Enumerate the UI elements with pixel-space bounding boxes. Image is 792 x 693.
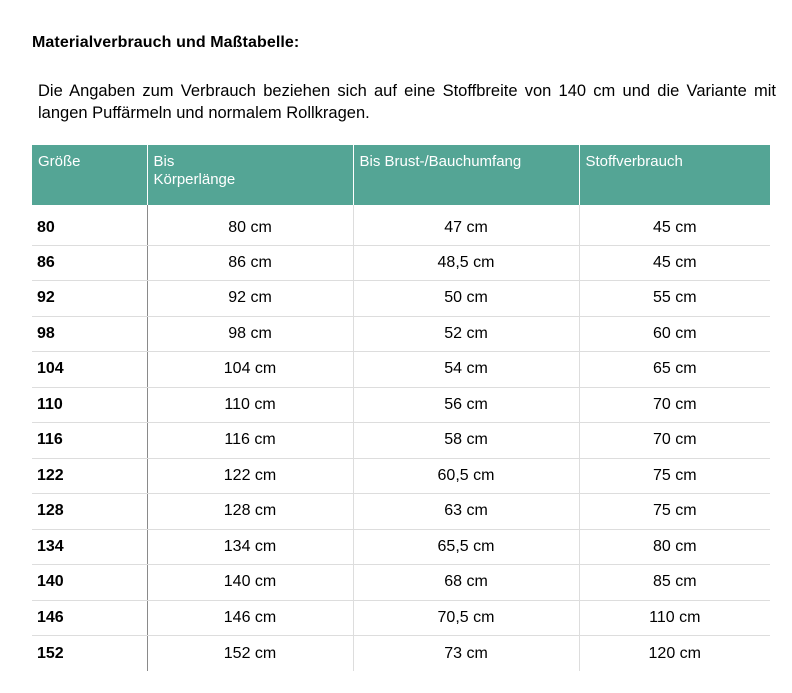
- table-row: [32, 352, 770, 388]
- cell-body-length: 152 cm: [147, 636, 353, 672]
- cell-body-length: 80 cm: [147, 205, 353, 245]
- cell-chest: 73 cm: [353, 636, 579, 672]
- header-size: [32, 145, 147, 205]
- cell-chest: 56 cm: [353, 387, 579, 423]
- cell-chest: 68 cm: [353, 565, 579, 601]
- table-row: [32, 529, 770, 565]
- table-row: [32, 494, 770, 530]
- cell-size: 128: [32, 494, 147, 530]
- cell-size: 92: [32, 281, 147, 317]
- table-row: [32, 423, 770, 459]
- table-header: [32, 145, 770, 205]
- cell-fabric: 70 cm: [579, 423, 770, 459]
- document-title: Materialverbrauch und Maßtabelle:: [32, 34, 300, 51]
- cell-chest: 48,5 cm: [353, 245, 579, 281]
- header-row: [32, 145, 770, 205]
- cell-size: 104: [32, 352, 147, 388]
- cell-fabric: 60 cm: [579, 316, 770, 352]
- cell-fabric: 85 cm: [579, 565, 770, 601]
- cell-chest: 63 cm: [353, 494, 579, 530]
- cell-fabric: 110 cm: [579, 600, 770, 636]
- cell-size: 122: [32, 458, 147, 494]
- cell-body-length: 140 cm: [147, 565, 353, 601]
- cell-fabric: 75 cm: [579, 494, 770, 530]
- cell-chest: 60,5 cm: [353, 458, 579, 494]
- cell-body-length: 122 cm: [147, 458, 353, 494]
- cell-chest: 65,5 cm: [353, 529, 579, 565]
- cell-body-length: 110 cm: [147, 387, 353, 423]
- header-chest: [353, 145, 579, 205]
- cell-chest: 70,5 cm: [353, 600, 579, 636]
- cell-fabric: 45 cm: [579, 245, 770, 281]
- cell-chest: 54 cm: [353, 352, 579, 388]
- cell-chest: 52 cm: [353, 316, 579, 352]
- header-body-length: [147, 145, 353, 205]
- cell-size: 110: [32, 387, 147, 423]
- cell-fabric: 120 cm: [648, 644, 701, 662]
- header-length-line2: Körperlänge: [153, 171, 236, 188]
- cell-size: 98: [32, 316, 147, 352]
- cell-chest: 58 cm: [353, 423, 579, 459]
- table-row: [32, 636, 770, 672]
- cell-body-length: 146 cm: [147, 600, 353, 636]
- cell-fabric: 70 cm: [579, 387, 770, 423]
- size-table: [32, 145, 770, 671]
- cell-size: 134: [32, 529, 147, 565]
- cell-body-length: 98 cm: [147, 316, 353, 352]
- cell-size: 152: [32, 636, 147, 672]
- cell-chest: 47 cm: [353, 205, 579, 245]
- cell-size: 140: [32, 565, 147, 601]
- table-row: [32, 458, 770, 494]
- cell-body-length: 134 cm: [147, 529, 353, 565]
- cell-size: 116: [32, 423, 147, 459]
- cell-size: 146: [32, 600, 147, 636]
- cell-fabric: 80 cm: [579, 529, 770, 565]
- cell-body-length: 104 cm: [147, 352, 353, 388]
- cell-body-length: 116 cm: [147, 423, 353, 459]
- cell-body-length: 86 cm: [147, 245, 353, 281]
- cell-size: 80: [32, 205, 147, 245]
- header-length-line1: Bis: [153, 153, 175, 170]
- cell-fabric: 65 cm: [579, 352, 770, 388]
- header-fabric-label: Stoffverbrauch: [585, 153, 683, 170]
- cell-fabric: 75 cm: [579, 458, 770, 494]
- header-chest-label: Bis Brust-/Bauchumfang: [359, 153, 522, 170]
- table-row: [32, 387, 770, 423]
- header-size-label: Größe: [38, 153, 81, 170]
- table-row: [32, 205, 770, 245]
- header-fabric: [579, 145, 770, 205]
- cell-body-length: 128 cm: [147, 494, 353, 530]
- cell-size: 86: [32, 245, 147, 281]
- cell-fabric: 45 cm: [579, 205, 770, 245]
- table-row: [32, 245, 770, 281]
- intro-paragraph: Die Angaben zum Verbrauch beziehen sich auf eine Stoffbreite von 140 cm und die Variante mit langen Puffärmeln und normalem Rollkragen.: [38, 82, 776, 122]
- cell-fabric: 55 cm: [579, 281, 770, 317]
- table-row: [32, 316, 770, 352]
- cell-body-length: 92 cm: [147, 281, 353, 317]
- table-row: [32, 565, 770, 601]
- table-row: [32, 281, 770, 317]
- cell-chest: 50 cm: [353, 281, 579, 317]
- table-body: [32, 205, 770, 671]
- table-row: [32, 600, 770, 636]
